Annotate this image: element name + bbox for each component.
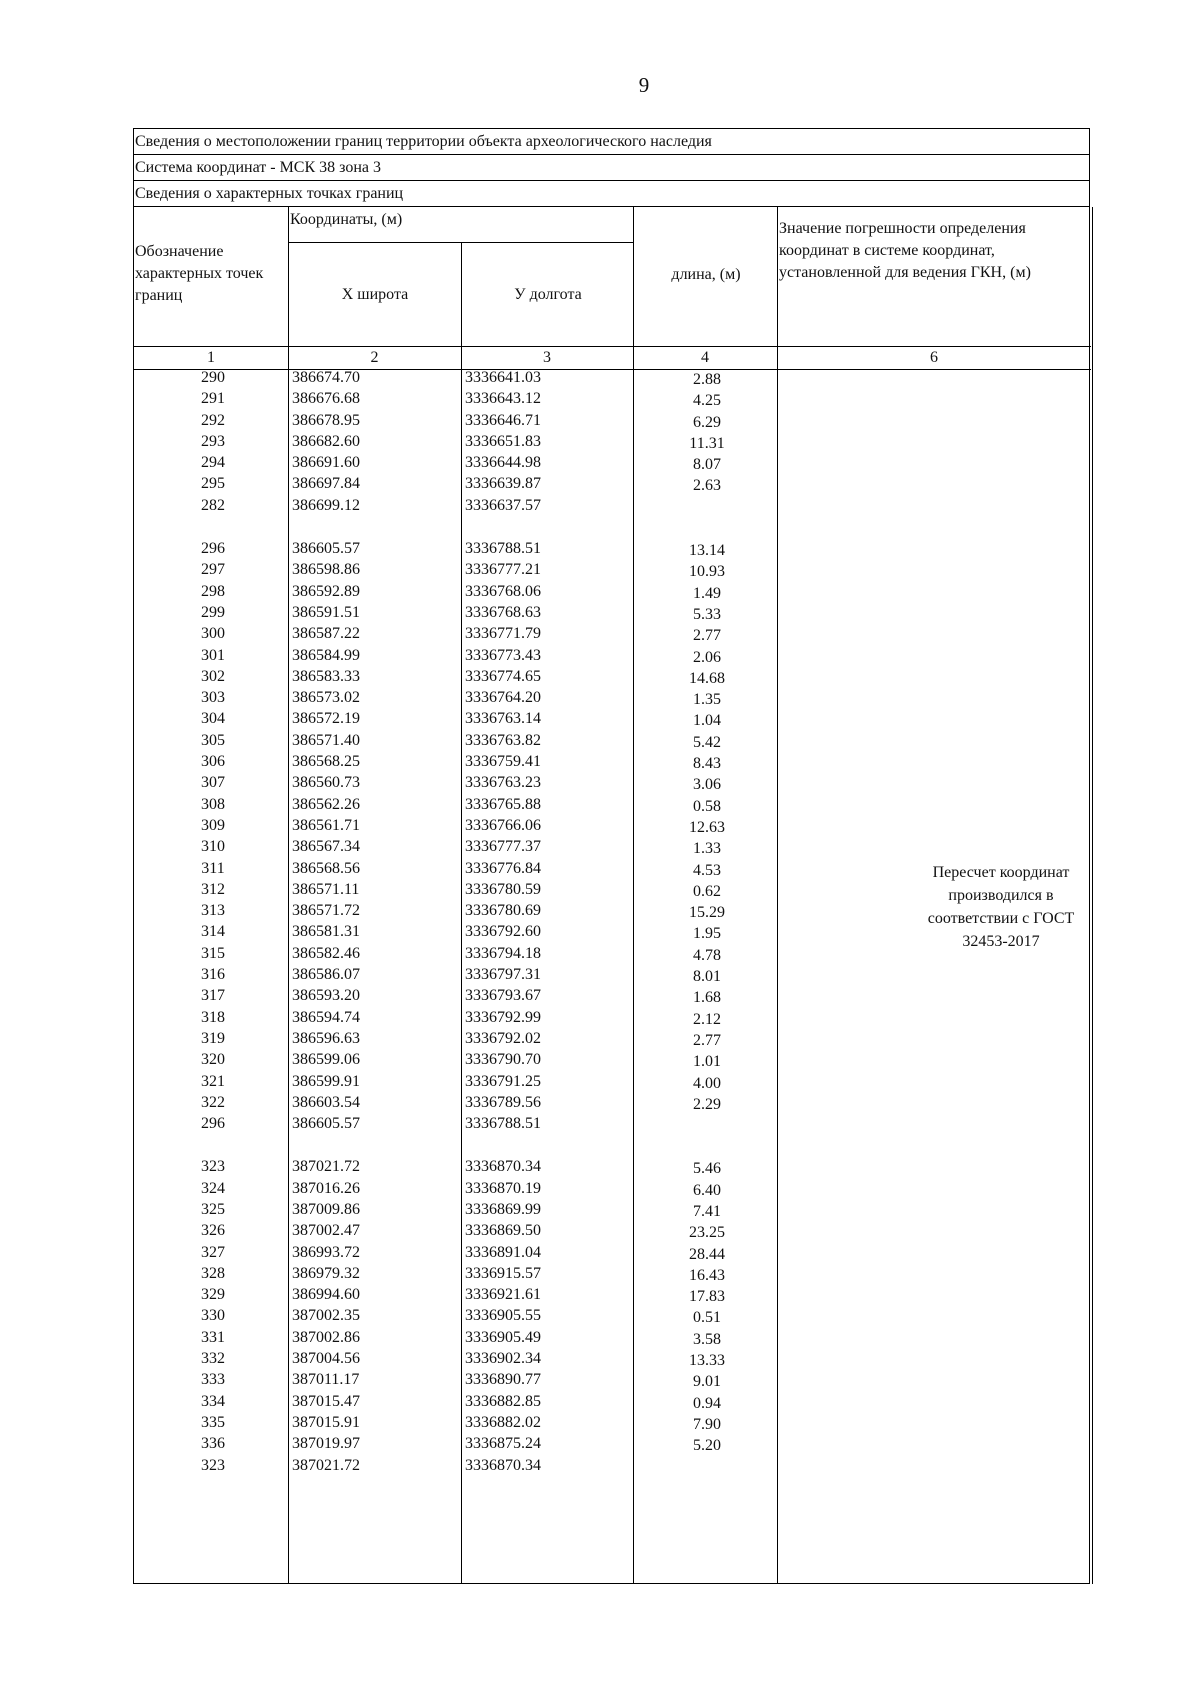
table-row [134, 559, 1089, 580]
x-coordinate: 386691.60 [292, 454, 360, 472]
table-row [134, 666, 1089, 687]
point-number: 292 [201, 411, 225, 429]
header-length: длина, (м) [671, 266, 741, 283]
table-row [134, 1049, 1089, 1070]
x-coordinate: 386572.19 [292, 710, 360, 728]
point-number: 317 [201, 987, 225, 1005]
y-coordinate: 3336646.71 [465, 411, 541, 429]
segment-length: 2.63 [693, 477, 721, 495]
coordinate-system-row: Система координат - МСК 38 зона 3 [134, 155, 1089, 181]
x-coordinate: 386584.99 [292, 646, 360, 664]
segment-length: 0.58 [693, 797, 721, 815]
point-number: 312 [201, 880, 225, 898]
x-coordinate: 386581.31 [292, 923, 360, 941]
table-row [134, 431, 1089, 452]
y-coordinate: 3336651.83 [465, 432, 541, 450]
point-number: 304 [201, 710, 225, 728]
y-coordinate: 3336777.21 [465, 561, 541, 579]
y-coordinate: 3336773.43 [465, 646, 541, 664]
point-number: 300 [201, 625, 225, 643]
table-row [134, 1007, 1089, 1028]
segment-length: 0.62 [693, 882, 721, 900]
point-number: 307 [201, 774, 225, 792]
recalculation-note: Пересчет координат производился в соответствии с ГОСТ 32453-2017 [927, 864, 1075, 950]
header-point-label: Обозначение характерных точек границ [135, 243, 264, 304]
column-number: 4 [701, 349, 709, 366]
point-number: 308 [201, 795, 225, 813]
y-coordinate: 3336789.56 [465, 1093, 541, 1111]
segment-length: 23.25 [689, 1224, 725, 1242]
y-coordinate: 3336792.02 [465, 1029, 541, 1047]
table-row [134, 1113, 1089, 1134]
table-row [134, 388, 1089, 409]
table-title: Сведения о местоположении границ территории объекта археологического наследия [134, 129, 1089, 155]
point-number: 330 [201, 1307, 225, 1325]
segment-length: 9.01 [693, 1373, 721, 1391]
segment-length: 1.35 [693, 691, 721, 709]
table-row [134, 623, 1089, 644]
point-number: 302 [201, 667, 225, 685]
x-coordinate: 386568.56 [292, 859, 360, 877]
point-number: 315 [201, 944, 225, 962]
segment-length: 8.01 [693, 968, 721, 986]
y-coordinate: 3336768.06 [465, 582, 541, 600]
segment-length: 12.63 [689, 818, 725, 836]
table-row [134, 602, 1089, 623]
y-coordinate: 3336763.82 [465, 731, 541, 749]
point-number: 309 [201, 816, 225, 834]
y-coordinate: 3336870.34 [465, 1158, 541, 1176]
x-coordinate: 386994.60 [292, 1286, 360, 1304]
y-coordinate: 3336792.99 [465, 1008, 541, 1026]
point-number: 323 [201, 1158, 225, 1176]
column-number: 3 [543, 349, 551, 366]
column-number: 2 [370, 349, 379, 366]
x-coordinate: 387002.35 [292, 1307, 360, 1325]
x-coordinate: 386699.12 [292, 496, 360, 514]
point-number: 310 [201, 838, 225, 856]
point-number: 299 [201, 603, 225, 621]
y-coordinate: 3336797.31 [465, 966, 541, 984]
y-coordinate: 3336790.70 [465, 1051, 541, 1069]
table-row [134, 1327, 1089, 1348]
y-coordinate: 3336788.51 [465, 540, 541, 558]
segment-length: 13.14 [689, 542, 725, 560]
header-y: У долгота [514, 286, 582, 303]
point-number: 326 [201, 1222, 225, 1240]
table-row [134, 1369, 1089, 1390]
table-row [134, 1242, 1089, 1263]
segment-length: 2.12 [693, 1010, 721, 1028]
point-number: 295 [201, 475, 225, 493]
table-row [134, 1348, 1089, 1369]
y-coordinate: 3336765.88 [465, 795, 541, 813]
segment-length: 2.77 [693, 1031, 721, 1049]
table-row [134, 581, 1089, 602]
x-coordinate: 386605.57 [292, 540, 360, 558]
y-coordinate: 3336764.20 [465, 689, 541, 707]
table-row [134, 1156, 1089, 1177]
y-coordinate: 3336641.03 [465, 369, 541, 386]
segment-length: 1.68 [693, 989, 721, 1007]
x-coordinate: 387021.72 [292, 1456, 360, 1474]
table-row [134, 730, 1089, 751]
table-row [134, 687, 1089, 708]
x-coordinate: 386682.60 [292, 432, 360, 450]
y-coordinate: 3336776.84 [465, 859, 541, 877]
boundary-points-table [133, 128, 1090, 1584]
column-number: 6 [930, 349, 938, 366]
y-coordinate: 3336890.77 [465, 1371, 541, 1389]
point-number: 319 [201, 1029, 225, 1047]
point-number: 293 [201, 432, 225, 450]
segment-length: 16.43 [689, 1266, 725, 1284]
x-coordinate: 387002.47 [292, 1222, 360, 1240]
segment-length: 13.33 [689, 1352, 725, 1370]
segment-length: 5.20 [693, 1437, 721, 1455]
point-group [134, 367, 1089, 516]
x-coordinate: 387019.97 [292, 1435, 360, 1453]
segment-length: 1.95 [693, 925, 721, 943]
x-coordinate: 386598.86 [292, 561, 360, 579]
table-row [134, 1433, 1089, 1454]
y-coordinate: 3336637.57 [465, 496, 541, 514]
table-row [134, 410, 1089, 431]
segment-length: 6.29 [693, 413, 721, 431]
point-number: 332 [201, 1350, 225, 1368]
y-coordinate: 3336870.19 [465, 1179, 541, 1197]
segment-length: 3.58 [693, 1330, 721, 1348]
segment-length: 4.00 [693, 1074, 721, 1092]
table-row [134, 1092, 1089, 1113]
x-coordinate: 386676.68 [292, 390, 360, 408]
header-coordinates: Координаты, (м) [290, 211, 403, 228]
table-row [134, 964, 1089, 985]
page-number: 9 [638, 73, 650, 97]
divider [1092, 207, 1093, 1584]
table-row [134, 1028, 1089, 1049]
x-coordinate: 386979.32 [292, 1264, 360, 1282]
y-coordinate: 3336869.50 [465, 1222, 541, 1240]
x-coordinate: 386593.20 [292, 987, 360, 1005]
y-coordinate: 3336921.61 [465, 1286, 541, 1304]
table-row [134, 538, 1089, 559]
point-number: 325 [201, 1200, 225, 1218]
table-row [134, 751, 1089, 772]
segment-length: 1.04 [693, 712, 721, 730]
y-coordinate: 3336644.98 [465, 454, 541, 472]
y-coordinate: 3336792.60 [465, 923, 541, 941]
y-coordinate: 3336793.67 [465, 987, 541, 1005]
segment-length: 2.88 [693, 371, 721, 388]
point-number: 291 [201, 390, 225, 408]
point-number: 328 [201, 1264, 225, 1282]
x-coordinate: 386571.11 [292, 880, 360, 898]
segment-length: 1.33 [693, 840, 721, 858]
y-coordinate: 3336643.12 [465, 390, 541, 408]
y-coordinate: 3336902.34 [465, 1350, 541, 1368]
x-coordinate: 386594.74 [292, 1008, 360, 1026]
segment-length: 0.51 [693, 1309, 721, 1327]
segment-length: 5.33 [693, 605, 721, 623]
x-coordinate: 386599.91 [292, 1072, 360, 1090]
y-coordinate: 3336891.04 [465, 1243, 541, 1261]
y-coordinate: 3336788.51 [465, 1115, 541, 1133]
segment-length: 17.83 [689, 1288, 725, 1306]
table-row [134, 1220, 1089, 1241]
y-coordinate: 3336766.06 [465, 816, 541, 834]
y-coordinate: 3336794.18 [465, 944, 541, 962]
point-number: 331 [201, 1328, 225, 1346]
x-coordinate: 386587.22 [292, 625, 360, 643]
x-coordinate: 386599.06 [292, 1051, 360, 1069]
y-coordinate: 3336905.49 [465, 1328, 541, 1346]
x-coordinate: 386603.54 [292, 1093, 360, 1111]
point-number: 321 [201, 1072, 225, 1090]
segment-length: 1.01 [693, 1053, 721, 1071]
segment-length: 0.94 [693, 1394, 721, 1412]
x-coordinate: 386586.07 [292, 966, 360, 984]
table-row [134, 985, 1089, 1006]
point-number: 329 [201, 1286, 225, 1304]
y-coordinate: 3336780.69 [465, 902, 541, 920]
x-coordinate: 386605.57 [292, 1115, 360, 1133]
point-number: 297 [201, 561, 225, 579]
y-coordinate: 3336780.59 [465, 880, 541, 898]
point-number: 296 [201, 1115, 225, 1133]
y-coordinate: 3336771.79 [465, 625, 541, 643]
table-row [134, 836, 1089, 857]
segment-length: 4.78 [693, 946, 721, 964]
y-coordinate: 3336777.37 [465, 838, 541, 856]
table-row [134, 473, 1089, 494]
table-row [134, 367, 1089, 388]
segment-length: 2.06 [693, 648, 721, 666]
segment-length: 28.44 [689, 1245, 725, 1263]
header-error: Значение погрешности определения координат в системе координат, установленной для ведения ГКН, (м) [779, 220, 1031, 281]
segment-length: 11.31 [689, 434, 725, 452]
table-row [134, 495, 1089, 516]
segment-length [635, 1457, 779, 1478]
column-number: 1 [207, 349, 215, 366]
table-row [134, 452, 1089, 473]
point-number: 314 [201, 923, 225, 941]
point-number: 327 [201, 1243, 225, 1261]
point-number: 313 [201, 902, 225, 920]
segment-length: 4.53 [693, 861, 721, 879]
x-coordinate: 387015.47 [292, 1392, 360, 1410]
point-number: 333 [201, 1371, 225, 1389]
x-coordinate: 386583.33 [292, 667, 360, 685]
y-coordinate: 3336882.85 [465, 1392, 541, 1410]
segment-length [635, 1115, 779, 1136]
point-number: 320 [201, 1051, 225, 1069]
x-coordinate: 386568.25 [292, 753, 360, 771]
segment-length: 4.25 [693, 392, 721, 410]
point-number: 336 [201, 1435, 225, 1453]
segment-length [635, 497, 779, 518]
x-coordinate: 386697.84 [292, 475, 360, 493]
x-coordinate: 386674.70 [292, 369, 360, 386]
x-coordinate: 386993.72 [292, 1243, 360, 1261]
x-coordinate: 387011.17 [292, 1371, 360, 1389]
point-group [134, 1156, 1089, 1475]
x-coordinate: 386571.72 [292, 902, 360, 920]
point-number: 322 [201, 1093, 225, 1111]
segment-length: 2.29 [693, 1095, 721, 1113]
x-coordinate: 387021.72 [292, 1158, 360, 1176]
x-coordinate: 386561.71 [292, 816, 360, 834]
segment-length: 15.29 [689, 904, 725, 922]
table-row [134, 1455, 1089, 1476]
x-coordinate: 386582.46 [292, 944, 360, 962]
points-title-row: Сведения о характерных точках границ [134, 181, 1089, 207]
point-number: 303 [201, 689, 225, 707]
segment-length: 7.90 [693, 1415, 721, 1433]
point-number: 334 [201, 1392, 225, 1410]
y-coordinate: 3336763.14 [465, 710, 541, 728]
table-row [134, 1263, 1089, 1284]
table-row [134, 645, 1089, 666]
divider [288, 242, 633, 243]
table-row [134, 708, 1089, 729]
segment-length: 5.46 [693, 1160, 721, 1178]
segment-length: 2.77 [693, 627, 721, 645]
x-coordinate: 387009.86 [292, 1200, 360, 1218]
segment-length: 5.42 [693, 733, 721, 751]
y-coordinate: 3336870.34 [465, 1456, 541, 1474]
point-group [134, 538, 1089, 1134]
y-coordinate: 3336905.55 [465, 1307, 541, 1325]
x-coordinate: 386596.63 [292, 1029, 360, 1047]
y-coordinate: 3336915.57 [465, 1264, 541, 1282]
x-coordinate: 387002.86 [292, 1328, 360, 1346]
header-x: Х широта [341, 286, 409, 303]
x-coordinate: 386678.95 [292, 411, 360, 429]
point-number: 324 [201, 1179, 225, 1197]
segment-length: 6.40 [693, 1181, 721, 1199]
table-row [134, 1178, 1089, 1199]
point-number: 323 [201, 1456, 225, 1474]
point-number: 316 [201, 966, 225, 984]
x-coordinate: 387004.56 [292, 1350, 360, 1368]
point-number: 306 [201, 753, 225, 771]
x-coordinate: 386560.73 [292, 774, 360, 792]
table-row [134, 1199, 1089, 1220]
table-row [134, 772, 1089, 793]
table-row [134, 1071, 1089, 1092]
segment-length: 8.07 [693, 456, 721, 474]
table-row [134, 794, 1089, 815]
segment-length: 8.43 [693, 755, 721, 773]
y-coordinate: 3336875.24 [465, 1435, 541, 1453]
segment-length: 3.06 [693, 776, 721, 794]
segment-length: 1.49 [693, 584, 721, 602]
y-coordinate: 3336639.87 [465, 475, 541, 493]
x-coordinate: 386571.40 [292, 731, 360, 749]
point-number: 305 [201, 731, 225, 749]
table-row [134, 1305, 1089, 1326]
y-coordinate: 3336869.99 [465, 1200, 541, 1218]
y-coordinate: 3336763.23 [465, 774, 541, 792]
segment-length: 7.41 [693, 1202, 721, 1220]
point-number: 282 [201, 496, 225, 514]
table-row [134, 815, 1089, 836]
table-row [134, 1412, 1089, 1433]
x-coordinate: 387015.91 [292, 1413, 360, 1431]
point-number: 318 [201, 1008, 225, 1026]
y-coordinate: 3336774.65 [465, 667, 541, 685]
point-number: 335 [201, 1413, 225, 1431]
y-coordinate: 3336791.25 [465, 1072, 541, 1090]
y-coordinate: 3336882.02 [465, 1413, 541, 1431]
segment-length: 14.68 [689, 669, 725, 687]
point-number: 311 [201, 859, 225, 877]
table-row [134, 1284, 1089, 1305]
y-coordinate: 3336768.63 [465, 603, 541, 621]
point-number: 301 [201, 646, 225, 664]
x-coordinate: 386573.02 [292, 689, 360, 707]
y-coordinate: 3336759.41 [465, 753, 541, 771]
x-coordinate: 386567.34 [292, 838, 360, 856]
point-number: 294 [201, 454, 225, 472]
x-coordinate: 386592.89 [292, 582, 360, 600]
segment-length: 10.93 [689, 563, 725, 581]
x-coordinate: 387016.26 [292, 1179, 360, 1197]
point-number: 298 [201, 582, 225, 600]
x-coordinate: 386562.26 [292, 795, 360, 813]
table-row [134, 1391, 1089, 1412]
point-number: 290 [201, 369, 225, 386]
point-number: 296 [201, 540, 225, 558]
x-coordinate: 386591.51 [292, 603, 360, 621]
